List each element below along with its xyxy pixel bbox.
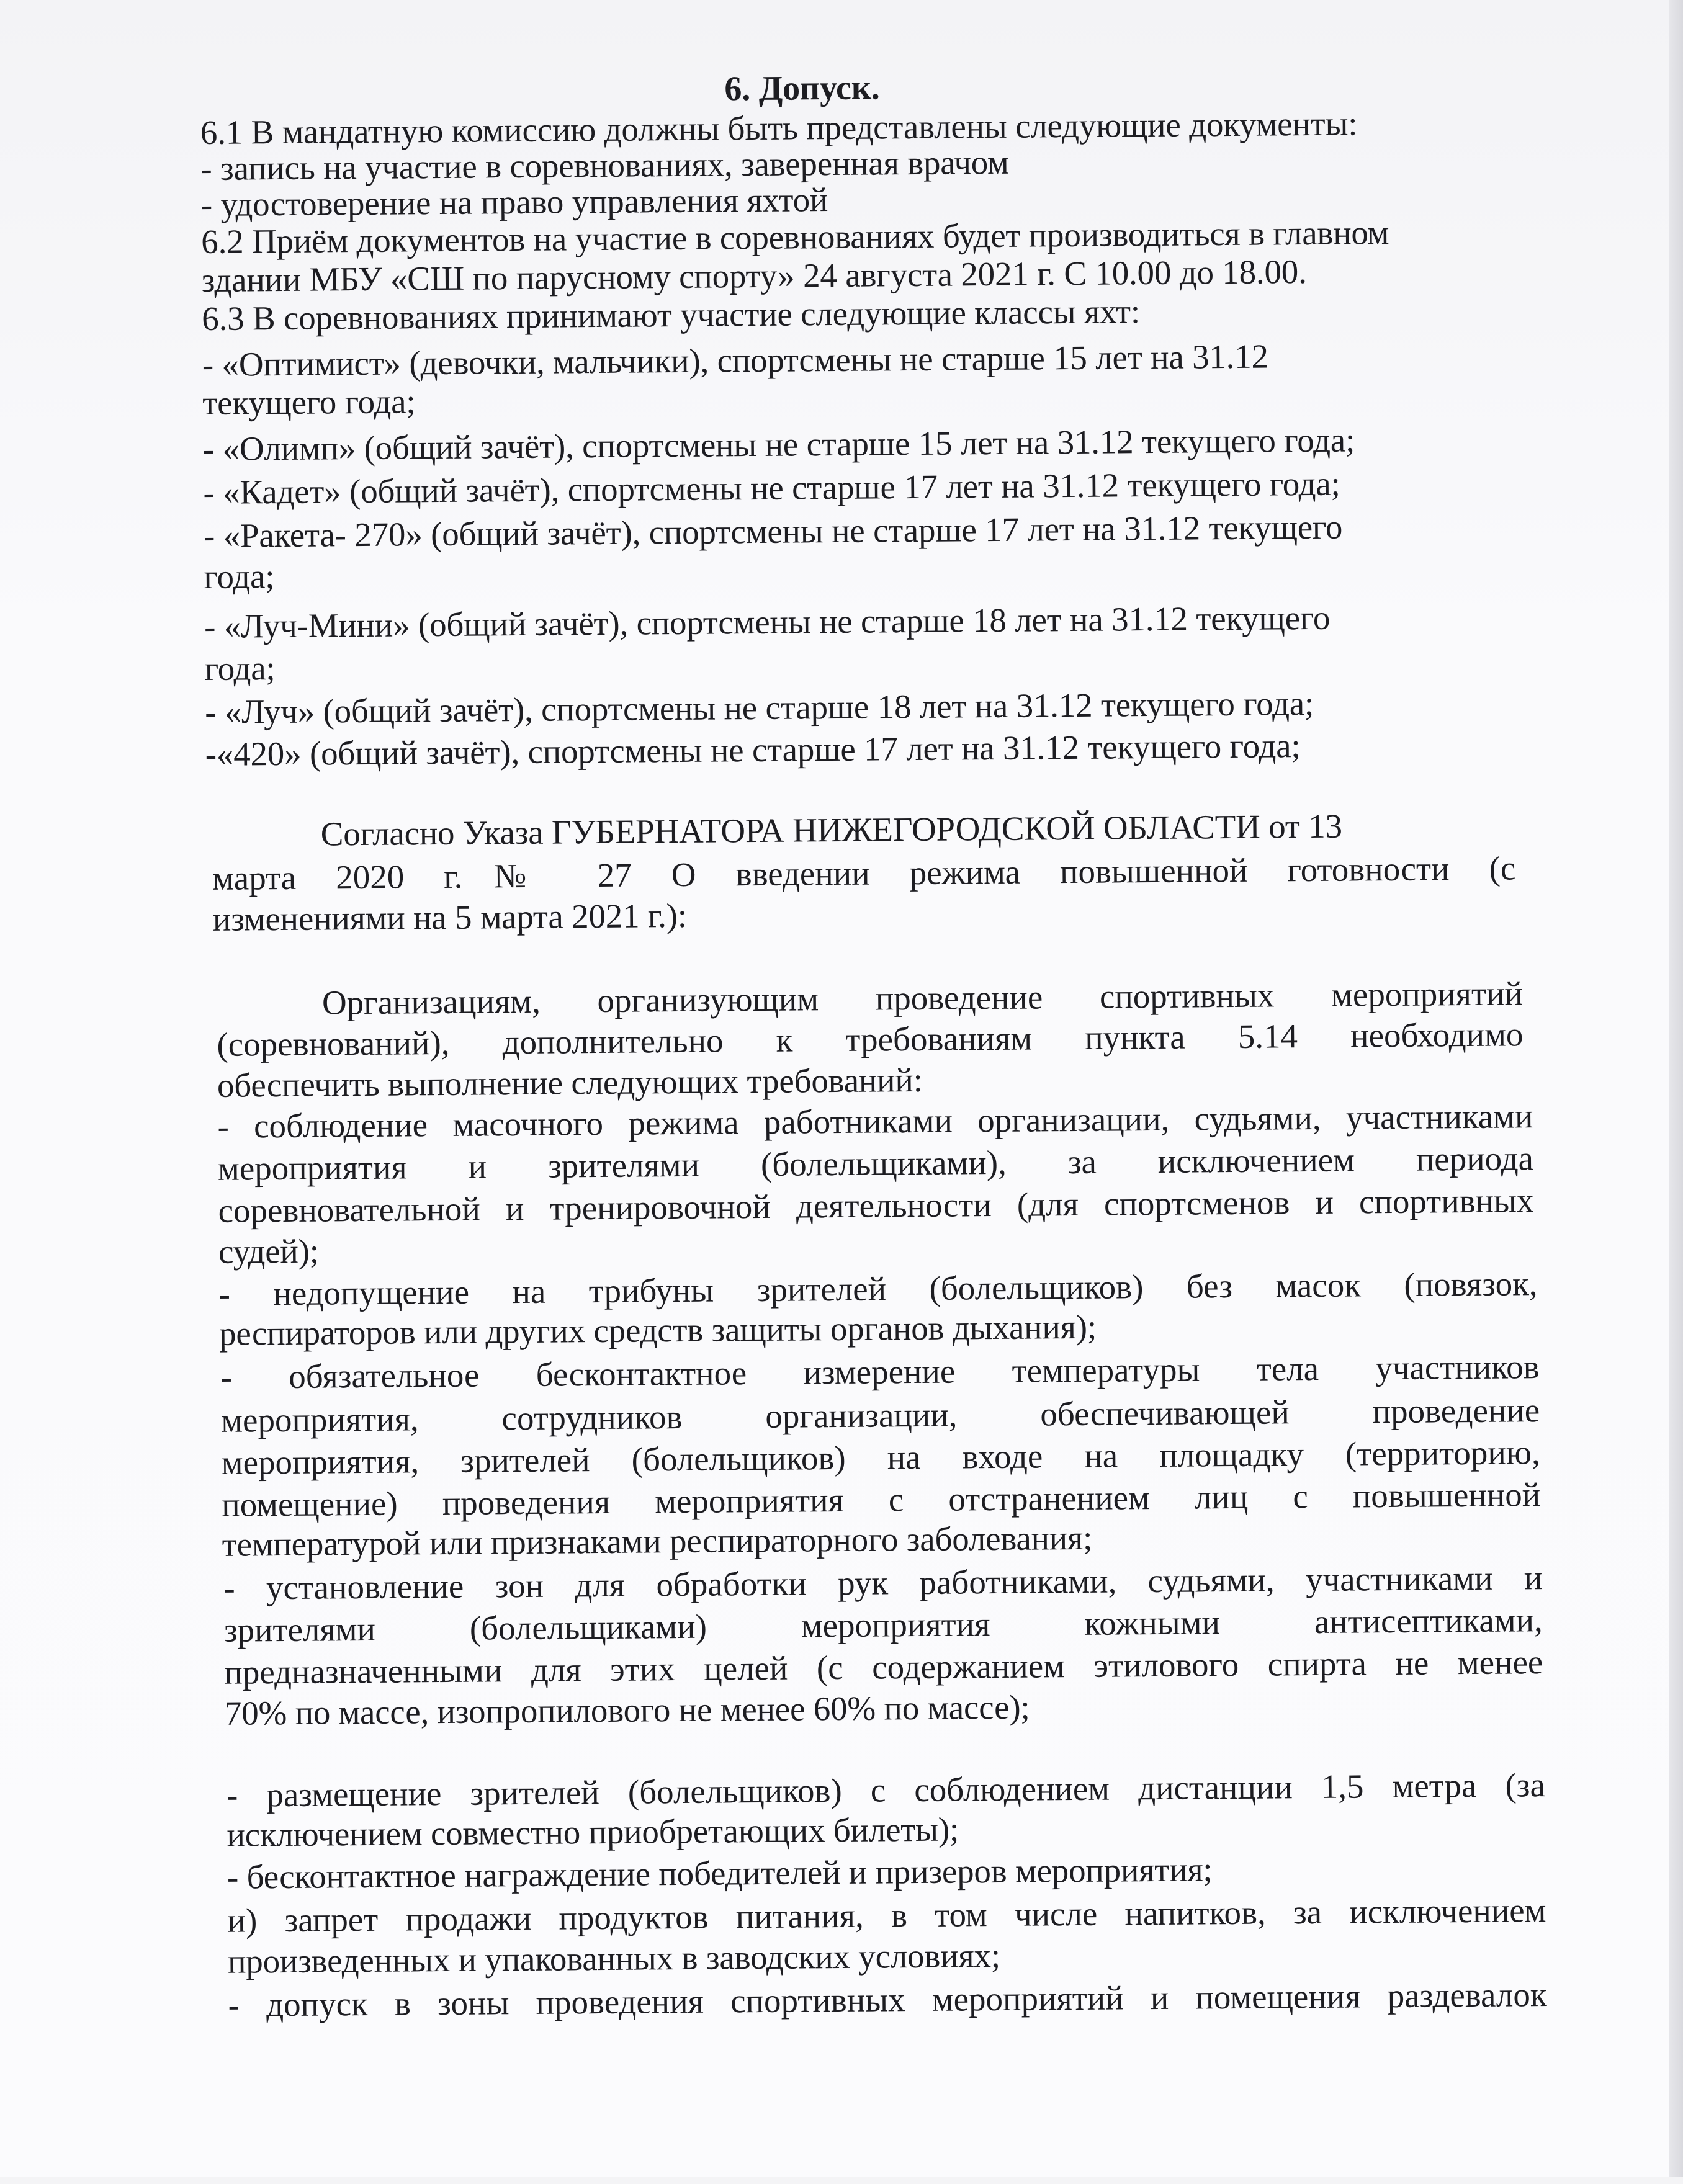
requirement-line: и) запрет продажи продуктов питания, в том числе напитков, за исключением bbox=[227, 1891, 1546, 1940]
text-line: 6.1 В мандатную комиссию должны быть представлены следующие документы: bbox=[200, 104, 1358, 152]
text-line: - «Луч-Мини» (общий зачёт), спортсмены не старше 18 лет на 31.12 текущего bbox=[204, 598, 1331, 645]
text-line: - «Олимп» (общий зачёт), спортсмены не старше 15 лет на 31.12 текущего года; bbox=[202, 421, 1355, 468]
text-line: года; bbox=[204, 649, 276, 687]
text-line: здании МБУ «СШ по парусному спорту» 24 августа 2021 г. С 10.00 до 18.00. bbox=[201, 253, 1307, 300]
requirement-line: - соблюдение масочного режима работниками организации, судьями, участниками bbox=[217, 1097, 1533, 1145]
requirement-line: помещение) проведения мероприятия с отстранением лиц с повышенной bbox=[222, 1475, 1541, 1524]
requirement-line: температурой или признаками респираторного заболевания; bbox=[222, 1518, 1093, 1564]
text-line: 6.3 В соревнованиях принимают участие следующие классы яхт: bbox=[202, 292, 1141, 338]
text-line: - «Ракета- 270» (общий зачёт), спортсмены не старше 17 лет на 31.12 текущего bbox=[203, 508, 1343, 555]
decree-line: изменениями на 5 марта 2021 г.): bbox=[212, 896, 688, 938]
decree-line: Согласно Указа ГУБЕРНАТОРА НИЖЕГОРОДСКОЙ ОБЛАСТИ от 13 bbox=[320, 807, 1343, 853]
requirement-line: - установление зон для обработки рук работниками, судьями, участниками и bbox=[223, 1559, 1543, 1607]
text-line: текущего года; bbox=[202, 382, 416, 423]
requirement-line: респираторов или других средств защиты органов дыхания); bbox=[218, 1307, 1097, 1353]
requirement-line: Организациям, организующим проведение спортивных мероприятий bbox=[321, 974, 1524, 1022]
requirement-line: - размещение зрителей (болельщиков) с соблюдением дистанции 1,5 метра (за bbox=[226, 1766, 1546, 1814]
text-line: - «Оптимист» (девочки, мальчики), спортсмены не старше 15 лет на 31.12 bbox=[202, 337, 1269, 384]
requirement-line: - обязательное бесконтактное измерение температуры тела участников bbox=[220, 1348, 1540, 1396]
section-title: 6. Допуск. bbox=[724, 68, 880, 109]
text-line: года; bbox=[204, 557, 275, 596]
requirement-line: произведенных и упакованных в заводских условиях; bbox=[227, 1936, 1001, 1980]
requirement-line: - недопущение на трибуны зрителей (болельщиков) без масок (повязок, bbox=[218, 1264, 1538, 1313]
text-line: - «Кадет» (общий зачёт), спортсмены не старше 17 лет на 31.12 текущего года; bbox=[203, 464, 1340, 512]
text-line: -«420» (общий зачёт), спортсмены не старше 17 лет на 31.12 текущего года; bbox=[205, 727, 1301, 773]
requirement-line: соревновательной и тренировочной деятельности (для спортсменов и спортивных bbox=[218, 1181, 1534, 1230]
requirement-line: мероприятия и зрителями (болельщиками), за исключением периода bbox=[217, 1139, 1534, 1188]
requirement-line: - допуск в зоны проведения спортивных мероприятий и помещения раздевалок bbox=[228, 1976, 1547, 2024]
requirement-line: судей); bbox=[218, 1232, 320, 1271]
requirement-line: - бесконтактное награждение победителей и призеров мероприятия; bbox=[227, 1850, 1213, 1896]
requirement-line: исключением совместно приобретающих билеты); bbox=[227, 1810, 959, 1854]
requirement-line: зрителями (болельщиками) мероприятия кожными антисептиками, bbox=[223, 1601, 1543, 1649]
text-line: - удостоверение на право управления яхтой bbox=[200, 181, 828, 224]
text-line: - «Луч» (общий зачёт), спортсмены не старше 18 лет на 31.12 текущего года; bbox=[204, 684, 1314, 731]
decree-line: марта 2020 г.№ 27 О введении режима повышенной готовности (с bbox=[212, 849, 1516, 897]
text-line: 6.2 Приём документов на участие в соревнованиях будет производиться в главном bbox=[201, 213, 1389, 261]
requirement-line: предназначенными для этих целей (с содержанием этилового спирта не менее bbox=[224, 1643, 1543, 1691]
requirement-line: 70% по массе, изопропилового не менее 60% по массе); bbox=[224, 1688, 1030, 1732]
requirement-line: мероприятия, сотрудников организации, обеспечивающей проведение bbox=[220, 1391, 1540, 1439]
requirement-line: (соревнований), дополнительно к требованиям пункта 5.14 необходимо bbox=[217, 1015, 1524, 1063]
requirement-line: обеспечить выполнение следующих требований: bbox=[217, 1060, 923, 1104]
requirement-line: мероприятия, зрителей (болельщиков) на входе на площадку (территорию, bbox=[221, 1433, 1540, 1482]
text-line: - запись на участие в соревнованиях, заверенная врачом bbox=[200, 143, 1009, 188]
